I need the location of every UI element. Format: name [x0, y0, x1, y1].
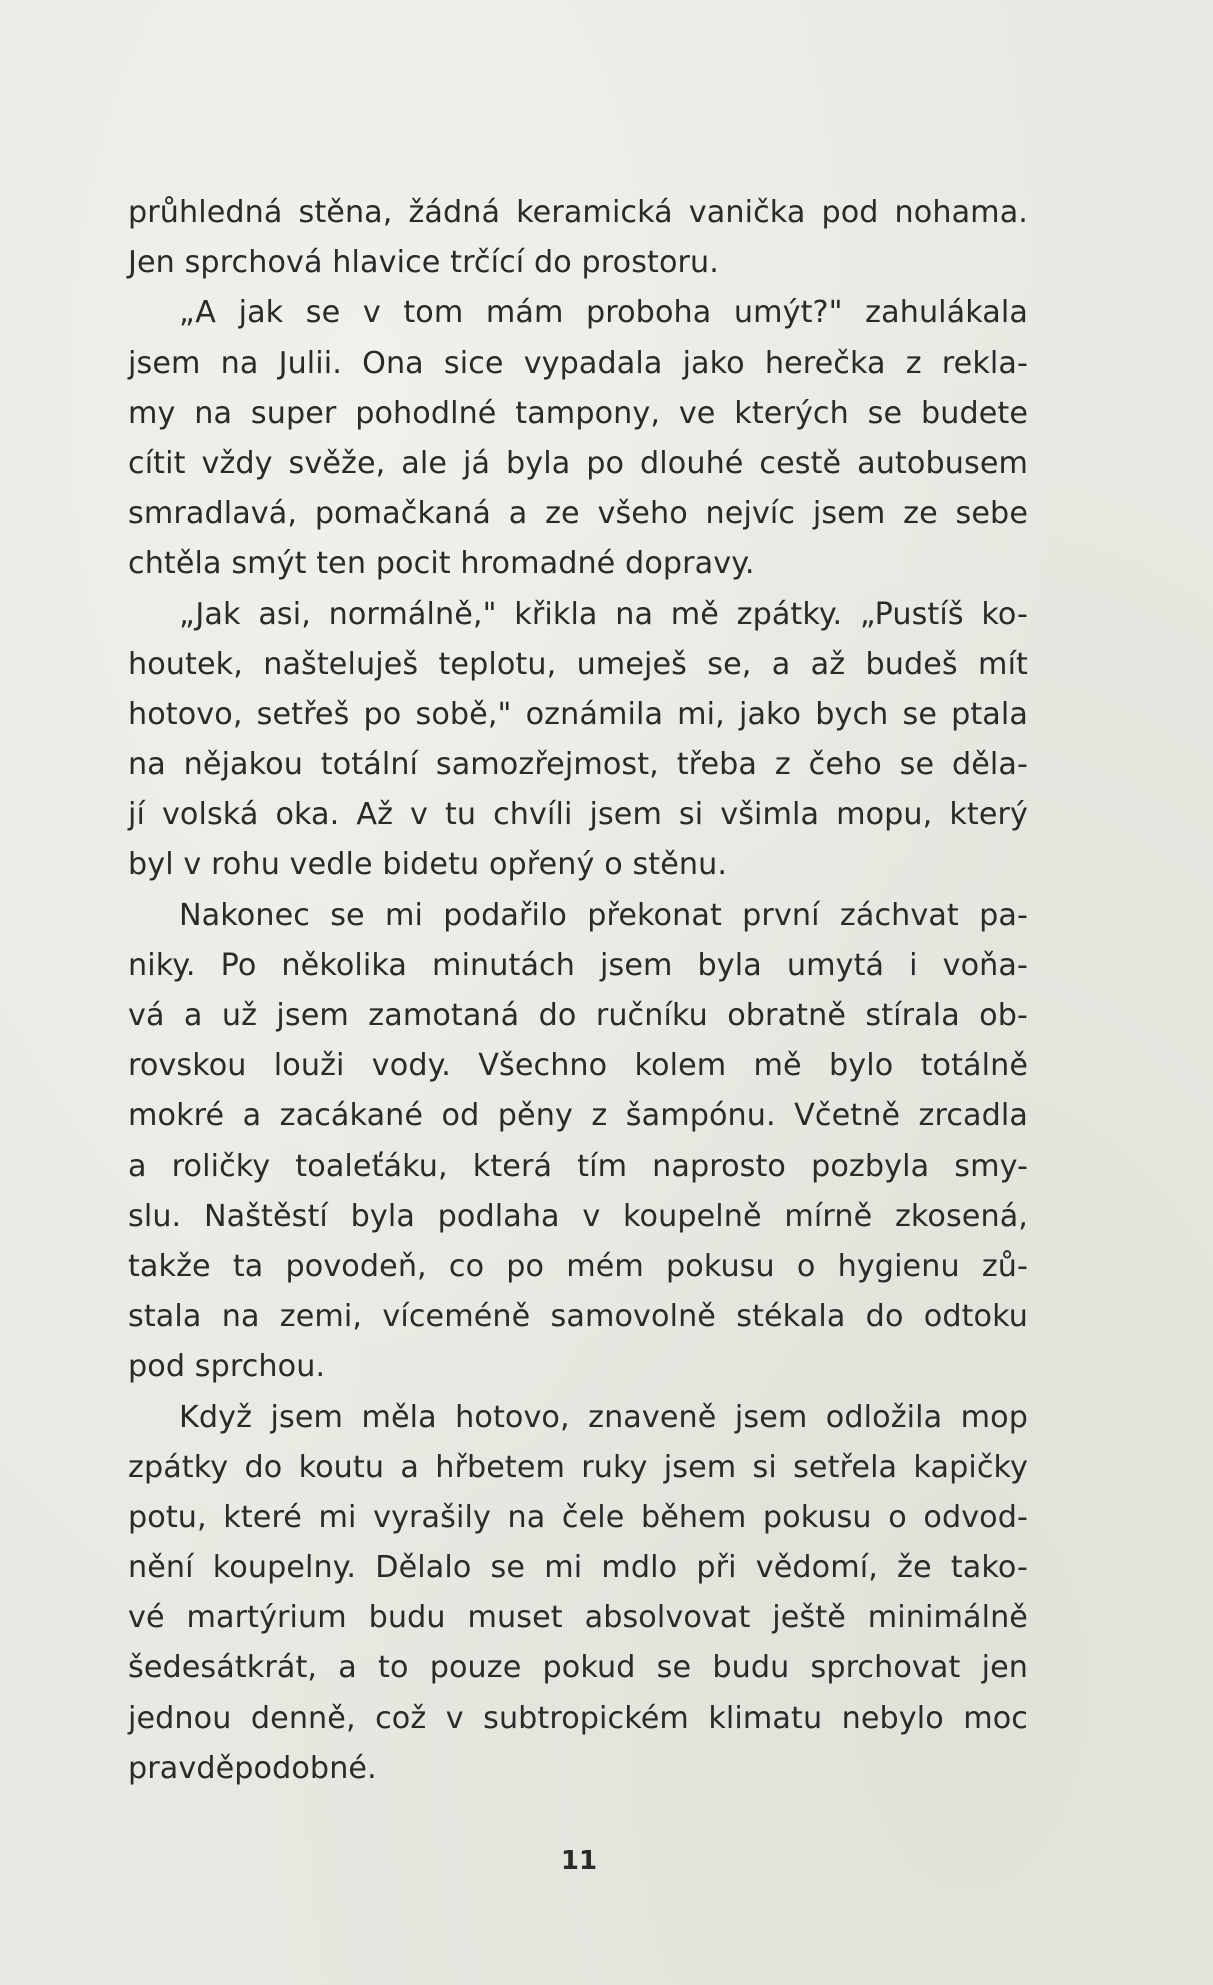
body-text [128, 188, 1028, 1794]
text-line: hotovo, setřeš po sobě," oznámila mi, jako bych se ptala [128, 696, 1028, 732]
text-line: jsem na Julii. Ona sice vypadala jako herečka z rekla- [128, 345, 1028, 381]
text-line: jednou denně, což v subtropickém klimatu nebylo moc [128, 1700, 1028, 1736]
text-line: „A jak se v tom mám proboha umýt?" zahulákala [179, 295, 1028, 331]
text-line: my na super pohodlné tampony, ve kterých se budete [128, 395, 1028, 431]
text-line: „Jak asi, normálně," křikla na mě zpátky. „Pustíš ko- [179, 596, 1028, 632]
text-line: smradlavá, pomačkaná a ze všeho nejvíc jsem ze sebe [128, 496, 1028, 532]
text-line: slu. Naštěstí byla podlaha v koupelně mírně zkosená, [128, 1198, 1028, 1234]
text-line: byl v rohu vedle bidetu opřený o stěnu. [128, 847, 728, 883]
text-line: vé martýrium budu muset absolvovat ještě minimálně [128, 1600, 1028, 1636]
text-line: zpátky do koutu a hřbetem ruky jsem si setřela kapičky [128, 1449, 1028, 1485]
text-line: cítit vždy svěže, ale já byla po dlouhé cestě autobusem [128, 445, 1028, 481]
text-line: pravděpodobné. [128, 1750, 377, 1786]
text-line: stala na zemi, víceméně samovolně stékala do odtoku [128, 1299, 1028, 1335]
text-line: mokré a zacákané od pěny z šampónu. Včetně zrcadla [128, 1098, 1028, 1134]
text-line: niky. Po několika minutách jsem byla umytá i voňa- [128, 947, 1028, 983]
text-line: Nakonec se mi podařilo překonat první záchvat pa- [179, 897, 1028, 933]
text-line: nění koupelny. Dělalo se mi mdlo při vědomí, že tako- [128, 1550, 1028, 1586]
text-line: vá a už jsem zamotaná do ručníku obratně stírala ob- [128, 998, 1028, 1033]
text-line: houtek, našteluješ teplotu, umeješ se, a až budeš mít [128, 646, 1028, 682]
text-line: jí volská oka. Až v tu chvíli jsem si všimla mopu, který [128, 797, 1028, 833]
text-line: Jen sprchová hlavice trčící do prostoru. [128, 245, 719, 281]
text-line: průhledná stěna, žádná keramická vanička pod nohama. [128, 195, 1028, 230]
text-line: potu, které mi vyrašily na čele během pokusu o odvod- [128, 1499, 1028, 1535]
text-line: šedesátkrát, a to pouze pokud se budu sprchovat jen [128, 1650, 1028, 1686]
text-line: chtěla smýt ten pocit hromadné dopravy. [128, 546, 755, 582]
page-number: 11 [560, 1846, 598, 1876]
text-line: na nějakou totální samozřejmost, třeba z čeho se děla- [128, 747, 1028, 783]
text-line: rovskou louži vody. Všechno kolem mě bylo totálně [128, 1048, 1028, 1084]
text-line: Když jsem měla hotovo, znaveně jsem odložila mop [179, 1399, 1028, 1435]
text-line: a roličky toaleťáku, která tím naprosto pozbyla smy- [128, 1148, 1028, 1184]
text-line: takže ta povodeň, co po mém pokusu o hygienu zů- [128, 1248, 1028, 1284]
text-line: pod sprchou. [128, 1349, 326, 1385]
